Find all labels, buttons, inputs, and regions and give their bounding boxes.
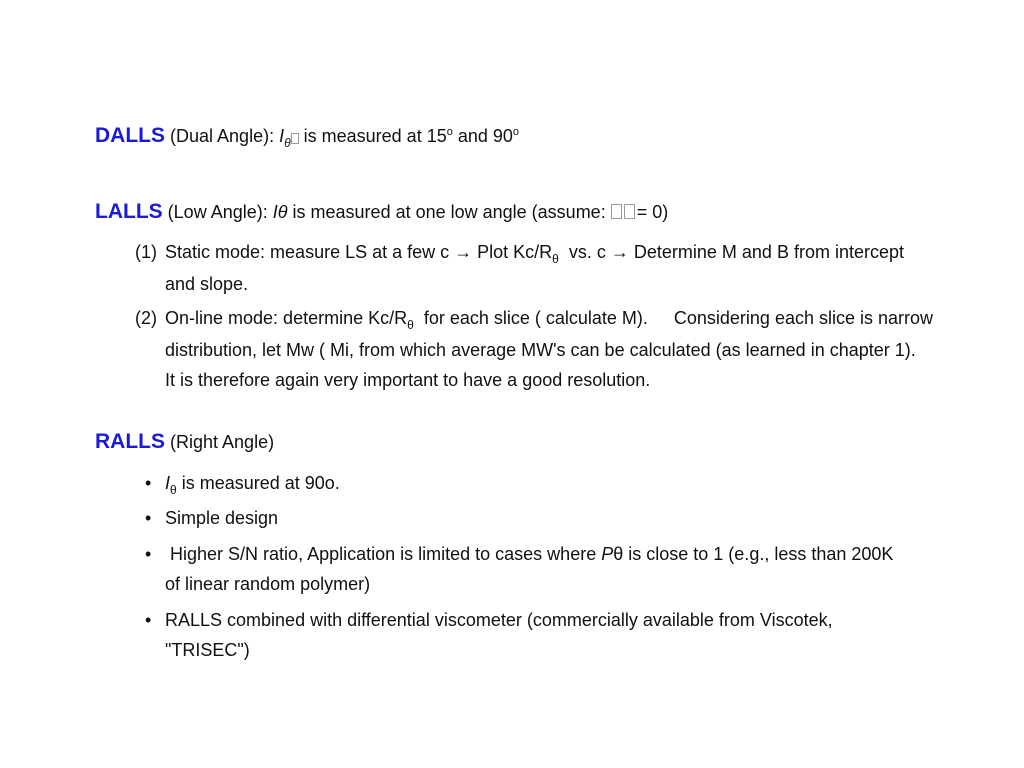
- lalls-keyword: LALLS: [95, 200, 163, 223]
- lalls-symbol: Iθ: [272, 202, 288, 222]
- item-body: [165, 539, 905, 599]
- dalls-line: [95, 124, 519, 148]
- list-item: [145, 503, 905, 533]
- lalls-text-end: = 0): [636, 202, 669, 222]
- item-text: On-line mode: determine Kc/R: [165, 308, 408, 328]
- item-text: Higher S/N ratio, Application is limited to cases where: [170, 544, 597, 564]
- item-subscript: θ: [407, 318, 414, 332]
- list-item: [145, 468, 905, 500]
- dalls-text-b: and 90: [457, 126, 513, 146]
- item-subscript: θ: [552, 252, 559, 266]
- lalls-text: is measured at one low angle (assume:: [292, 202, 606, 222]
- item-body: [165, 237, 935, 299]
- ralls-paren: (Right Angle): [170, 432, 275, 452]
- dalls-sup-a: o: [446, 126, 453, 138]
- item-symbol: I: [165, 473, 171, 493]
- bullet-icon: •: [145, 610, 152, 630]
- bullet-icon: •: [145, 508, 152, 528]
- item-body: [165, 468, 905, 500]
- item-text: for each slice ( calculate M).: [423, 308, 648, 328]
- dalls-symbol: I: [279, 126, 285, 146]
- dalls-paren: (Dual Angle):: [170, 126, 275, 146]
- dalls-symbol-sub: θ: [284, 136, 291, 150]
- item-text: Simple design: [165, 508, 279, 528]
- list-item: [135, 303, 935, 395]
- missing-glyph-icon: [624, 204, 635, 219]
- item-text: is measured at 90o.: [181, 473, 340, 493]
- ralls-keyword: RALLS: [95, 430, 165, 453]
- item-number: (2): [135, 308, 157, 328]
- item-text: Static mode: measure LS at a few c → Plot Kc/R: [165, 242, 553, 262]
- lalls-line: [95, 200, 668, 224]
- item-body: [165, 605, 905, 665]
- item-body: [165, 303, 935, 395]
- missing-glyph-icon: [291, 133, 299, 144]
- dalls-text-a: is measured at 15: [303, 126, 447, 146]
- item-text: vs. c → Determine M and B from intercept and slope.: [165, 242, 904, 294]
- bullet-icon: •: [145, 544, 152, 564]
- item-text: Considering each slice is narrow distribution, let Mw ( Mi, from which average MW's can be calculated (as learned in chapter 1).: [165, 308, 934, 360]
- item-number: (1): [135, 242, 157, 262]
- bullet-icon: •: [145, 473, 152, 493]
- dalls-keyword: DALLS: [95, 124, 165, 147]
- item-subscript: θ: [170, 483, 177, 497]
- item-text: RALLS combined with differential viscometer (commercially available from Viscotek, "TRISEC"): [165, 610, 833, 660]
- dalls-sup-b: o: [512, 126, 520, 138]
- lalls-paren: (Low Angle):: [167, 202, 268, 222]
- list-item: [135, 237, 935, 299]
- list-item: [145, 605, 905, 665]
- item-symbol: P: [601, 544, 614, 564]
- ralls-line: [95, 430, 274, 454]
- item-text: It is therefore again very important to have a good resolution.: [165, 370, 651, 390]
- item-text: θ is close to 1 (e.g., less than 200K of linear random polymer): [165, 544, 894, 594]
- list-item: [145, 539, 905, 599]
- item-body: [165, 503, 905, 533]
- missing-glyph-icon: [611, 204, 622, 219]
